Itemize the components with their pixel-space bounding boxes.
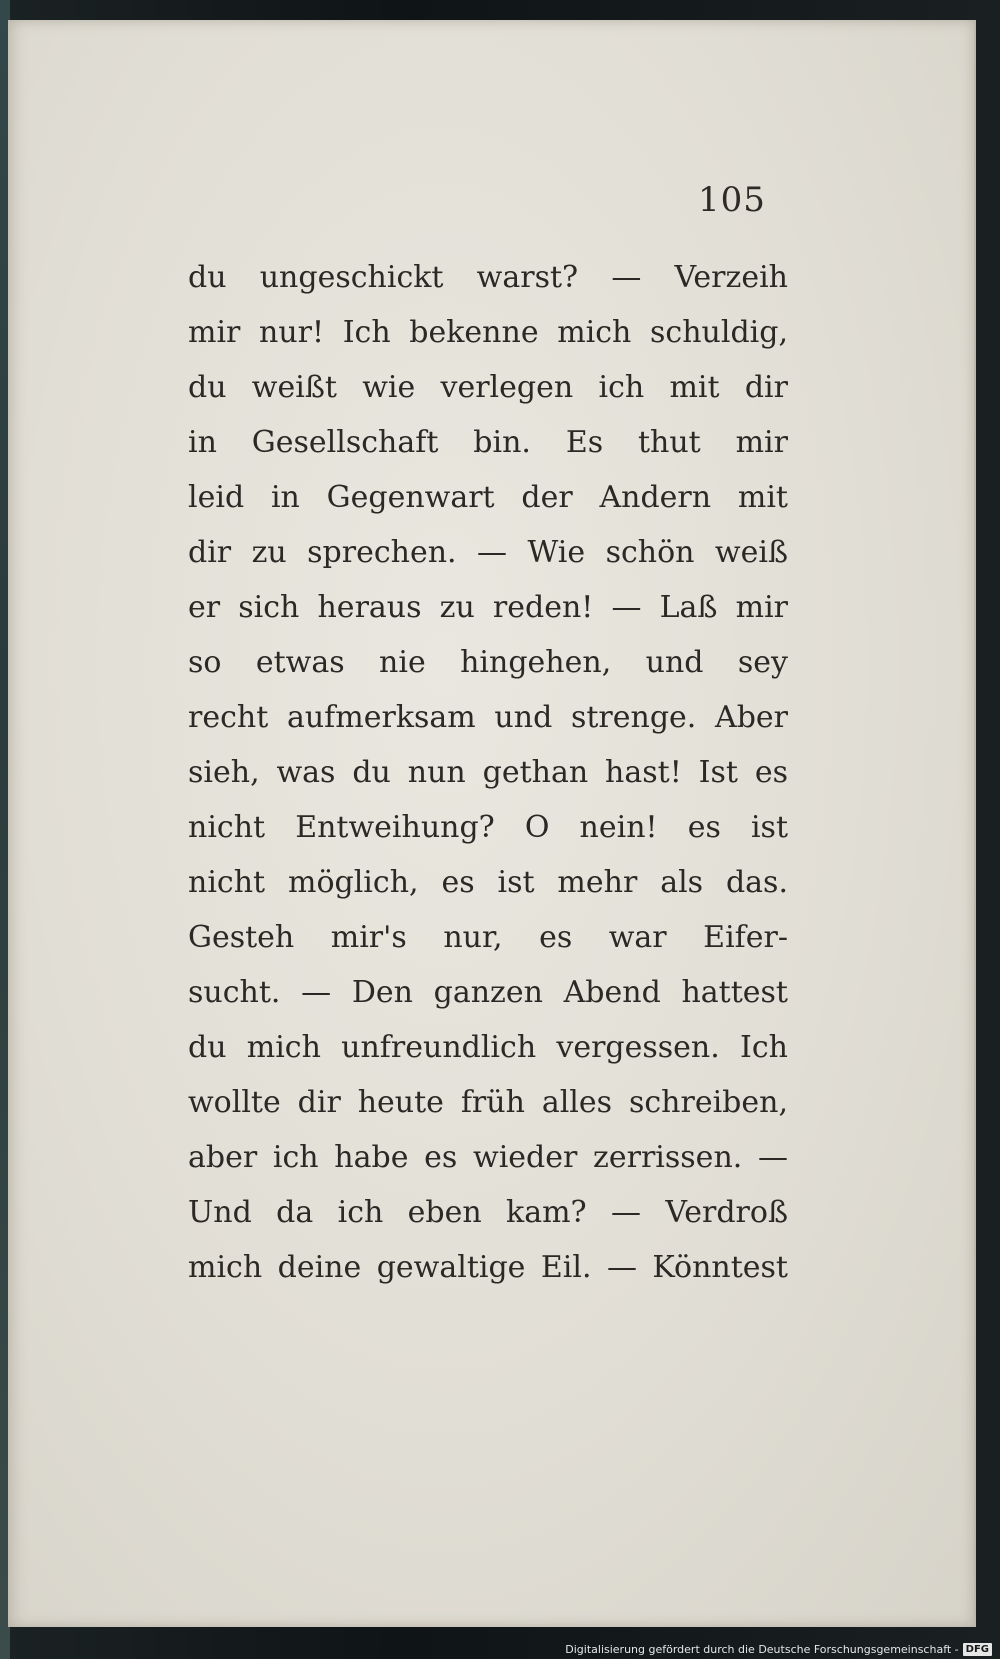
text-line-7: er sich heraus zu reden! — Laß mir: [188, 590, 788, 625]
text-line-15: du mich unfreundlich vergessen. Ich: [188, 1030, 788, 1065]
text-line-5: leid in Gegenwart der Andern mit: [188, 480, 788, 515]
text-line-2: mir nur! Ich bekenne mich schuldig,: [188, 315, 788, 350]
text-line-16: wollte dir heute früh alles schreiben,: [188, 1085, 788, 1120]
book-page: [8, 20, 976, 1627]
text-line-19: mich deine gewaltige Eil. — Könntest: [188, 1250, 788, 1285]
dfg-logo-icon: DFG: [963, 1643, 992, 1656]
page-number: 105: [698, 180, 766, 220]
text-line-13: Gesteh mir's nur, es war Eifer-: [188, 920, 788, 955]
text-line-11: nicht Entweihung? O nein! es ist: [188, 810, 788, 845]
funding-credit: Digitalisierung gefördert durch die Deutsche Forschungsgemeinschaft -: [565, 1643, 959, 1656]
text-line-9: recht aufmerksam und strenge. Aber: [188, 700, 788, 735]
text-line-1: du ungeschickt warst? — Verzeih: [188, 260, 788, 295]
text-line-3: du weißt wie verlegen ich mit dir: [188, 370, 788, 405]
text-line-10: sieh, was du nun gethan hast! Ist es: [188, 755, 788, 790]
page-text: [188, 250, 788, 1295]
digitization-footer: [565, 1640, 992, 1659]
text-line-8: so etwas nie hingehen, und sey: [188, 645, 788, 680]
text-line-14: sucht. — Den ganzen Abend hattest: [188, 975, 788, 1010]
text-line-6: dir zu sprechen. — Wie schön weiß: [188, 535, 788, 570]
text-line-18: Und da ich eben kam? — Verdroß: [188, 1195, 788, 1230]
text-line-4: in Gesellschaft bin. Es thut mir: [188, 425, 788, 460]
text-line-12: nicht möglich, es ist mehr als das.: [188, 865, 788, 900]
text-line-17: aber ich habe es wieder zerrissen. —: [188, 1140, 788, 1175]
